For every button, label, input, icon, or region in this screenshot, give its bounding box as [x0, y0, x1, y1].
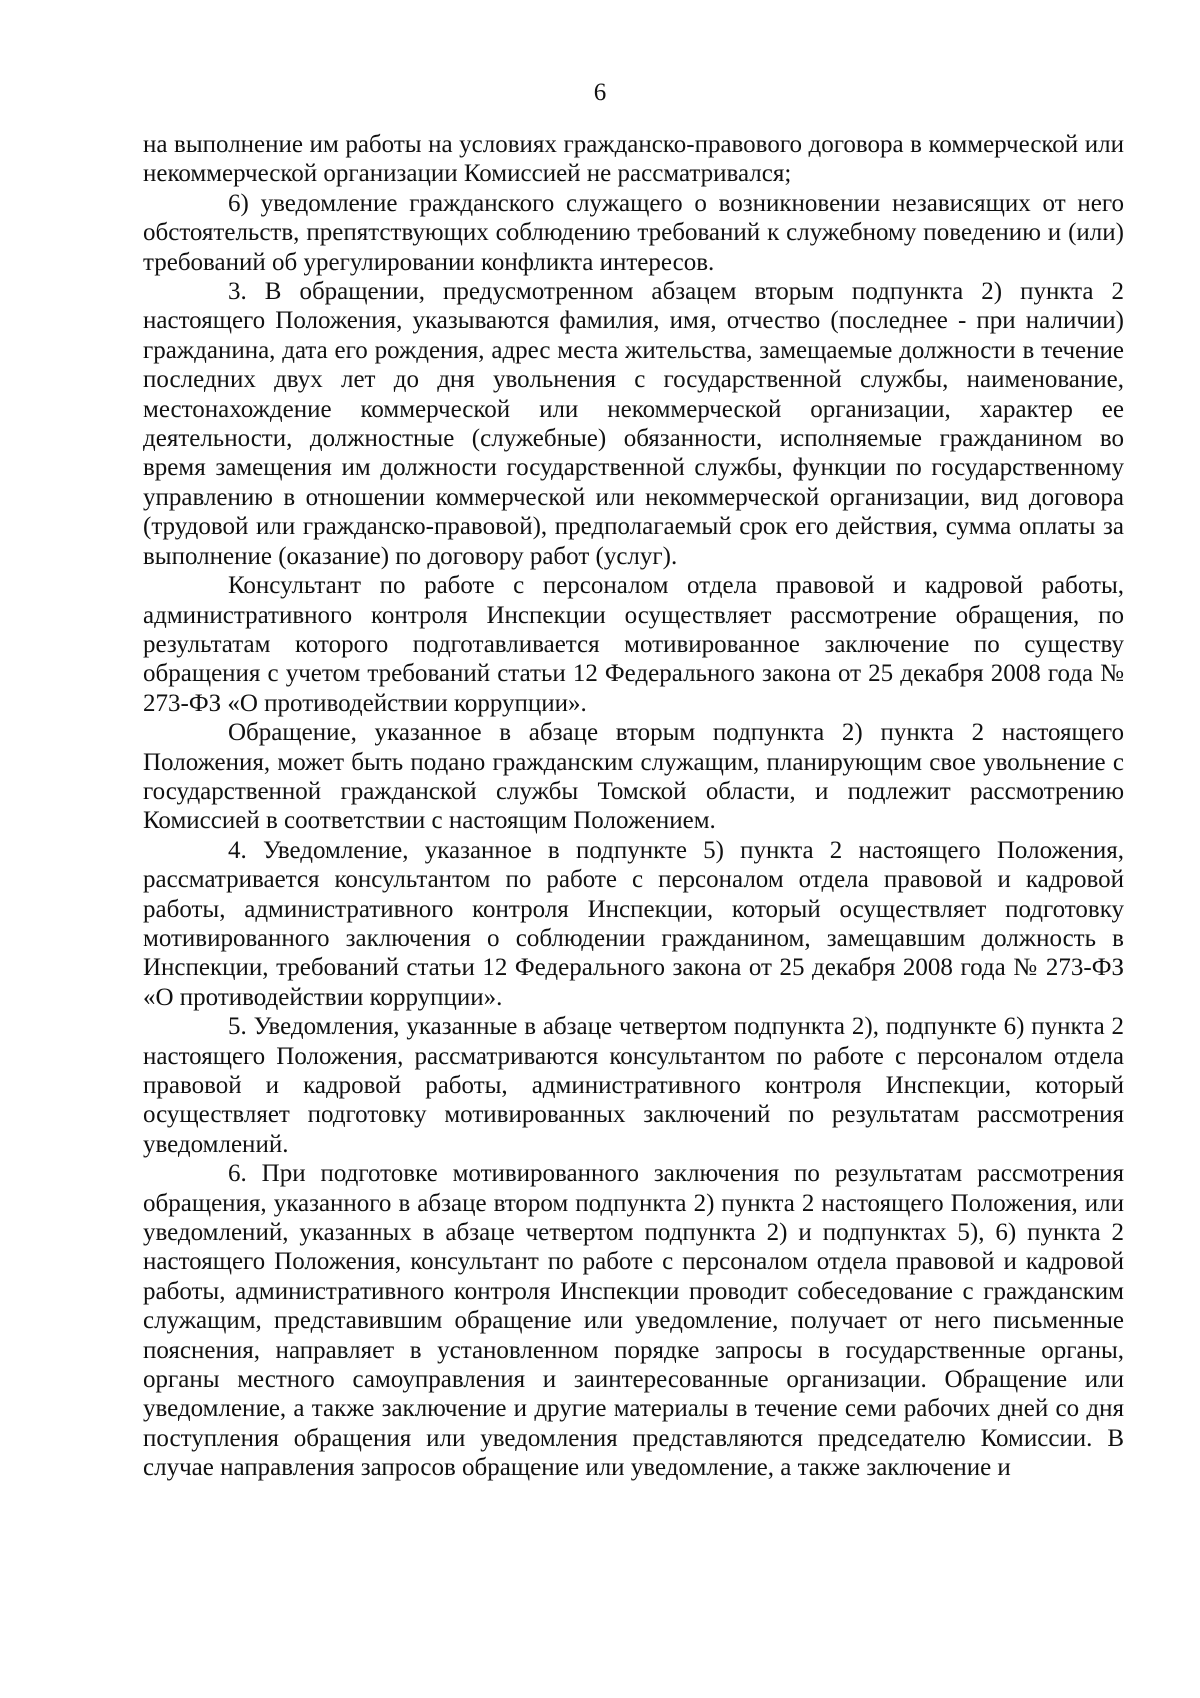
paragraph-appeal-submission: Обращение, указанное в абзаце вторым подпункта 2) пункта 2 настоящего Положения, может быть подано гражданским служащим, планирующим свое увольнение с государственной гражданской службы Томской области, и подлежит рассмотрению Комиссией в соответствии с настоящим Положением.: [143, 719, 1124, 835]
paragraph-clause-5: 5. Уведомления, указанные в абзаце четвертом подпункта 2), подпункте 6) пункта 2 настоящего Положения, рассматриваются консультантом по работе с персоналом отдела правовой и кадровой работы, административного контроля Инспекции, который осуществляет подготовку мотивированных заключений по результатам рассмотрения уведомлений.: [143, 1013, 1124, 1158]
paragraph-continuation: на выполнение им работы на условиях гражданско-правового договора в коммерческой или некоммерческой организации Комиссией не рассматривался;: [143, 131, 1124, 188]
page-number: 6: [593, 79, 607, 106]
paragraph-clause-3: 3. В обращении, предусмотренном абзацем вторым подпункта 2) пункта 2 настоящего Положения, указываются фамилия, имя, отчество (последнее - при наличии) гражданина, дата его рождения, адрес места жительства, замещаемые должности в течение последних двух лет до дня увольнения с государственной службы, наименование, местонахождение коммерческой или некоммерческой организации, характер ее деятельности, должностные (служебные) обязанности, исполняемые гражданином во время замещения им должности государственной службы, функции по государственному управлению в отношении коммерческой или некоммерческой организации, вид договора (трудовой или гражданско-правовой), предполагаемый срок его действия, сумма оплаты за выполнение (оказание) по договору работ (услуг).: [143, 278, 1124, 570]
paragraph-consultant-review: Консультант по работе с персоналом отдела правовой и кадровой работы, административного контроля Инспекции осуществляет рассмотрение обращения, по результатам которого подготавливается мотивированное заключение по существу обращения с учетом требований статьи 12 Федерального закона от 25 декабря 2008 года № 273-ФЗ «О противодействии коррупции».: [143, 572, 1124, 717]
paragraph-item-6: 6) уведомление гражданского служащего о возникновении независящих от него обстоятельств, препятствующих соблюдению требований к служебному поведению и (или) требований об урегулировании конфликта интересов.: [143, 189, 1124, 276]
document-body: [143, 130, 1124, 1483]
paragraph-clause-4: 4. Уведомление, указанное в подпункте 5) пункта 2 настоящего Положения, рассматривается консультантом по работе с персоналом отдела правовой и кадровой работы, административного контроля Инспекции, который осуществляет подготовку мотивированного заключения о соблюдении гражданином, замещавшим должность в Инспекции, требований статьи 12 Федерального закона от 25 декабря 2008 года № 273-ФЗ «О противодействии коррупции».: [143, 836, 1124, 1011]
paragraph-clause-6: 6. При подготовке мотивированного заключения по результатам рассмотрения обращения, указанного в абзаце втором подпункта 2) пункта 2 настоящего Положения, или уведомлений, указанных в абзаце четвертом подпункта 2) и подпунктах 5), 6) пункта 2 настоящего Положения, консультант по работе с персоналом отдела правовой и кадровой работы, административного контроля Инспекции проводит собеседование с гражданским служащим, представившим обращение или уведомление, получает от него письменные пояснения, направляет в установленном порядке запросы в государственные органы, органы местного самоуправления и заинтересованные организации. Обращение или уведомление, а также заключение и другие материалы в течение семи рабочих дней со дня поступления обращения или уведомления представляются председателю Комиссии. В случае направления запросов обращение или уведомление, а также заключение и: [143, 1160, 1124, 1482]
